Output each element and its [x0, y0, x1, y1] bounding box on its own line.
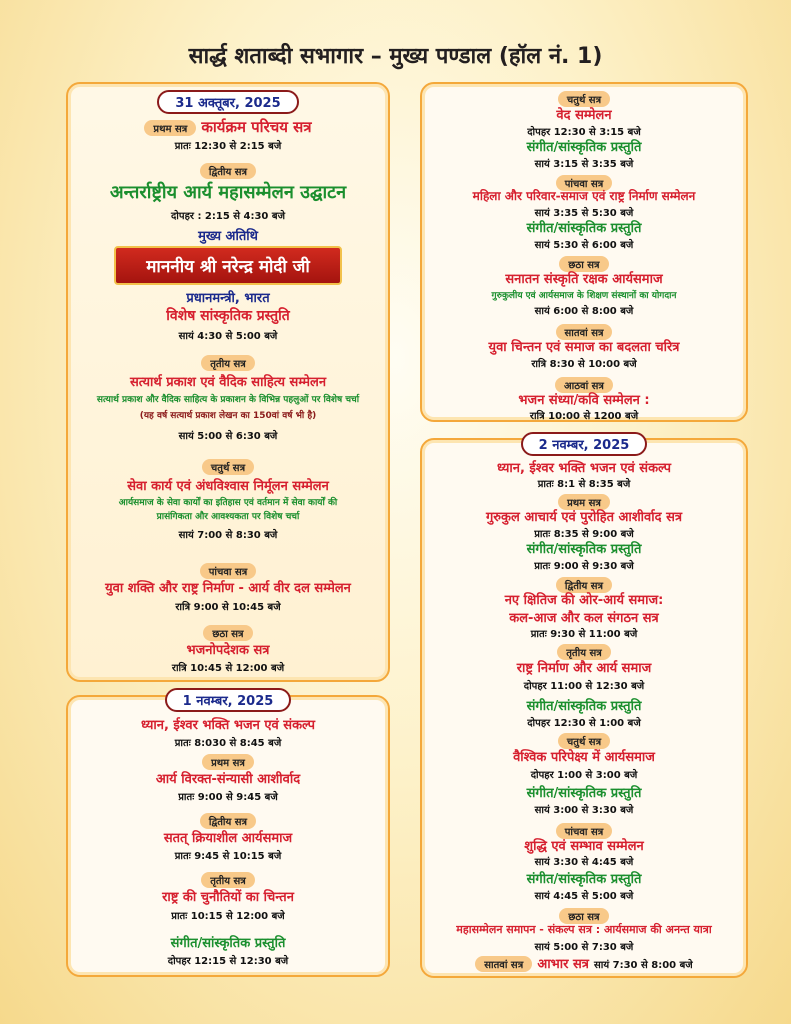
- session-title: भजनोपदेशक सत्र: [186, 643, 270, 658]
- session-tag: चतुर्थ सत्र: [558, 733, 610, 749]
- session-title: युवा चिन्तन एवं समाज का बदलता चरित्र: [488, 340, 680, 355]
- session-time: सायं 6:00 से 8:00 बजे: [534, 306, 634, 317]
- cultural-title: संगीत/सांस्कृतिक प्रस्तुति: [170, 936, 286, 951]
- session-tag: द्वितीय सत्र: [200, 813, 256, 829]
- session-time: सायं 5:00 से 7:30 बजे: [534, 942, 634, 953]
- session-title: शुद्धि एवं सम्भाव सम्मेलन: [524, 839, 644, 854]
- session-title: राष्ट्र की चुनौतियों का चिन्तन: [162, 890, 294, 905]
- session-tag: चतुर्थ सत्र: [202, 459, 254, 475]
- session-title: आर्य विरक्त-संन्यासी आशीर्वाद: [155, 772, 301, 787]
- session-time: प्रातः 9:45 से 10:15 बजे: [174, 851, 282, 862]
- cultural-title: संगीत/सांस्कृतिक प्रस्तुति: [526, 872, 642, 887]
- session-tag: प्रथम सत्र: [202, 754, 254, 770]
- session-tag: सातवां सत्र: [556, 324, 613, 340]
- panel-day1-continued: [420, 82, 748, 422]
- date-badge: 1 नवम्बर, 2025: [165, 688, 292, 712]
- session-note: आर्यसमाज के सेवा कार्यों का इतिहास एवं वर्तमान में सेवा कार्यों की: [118, 498, 338, 508]
- date-badge: 2 नवम्बर, 2025: [521, 432, 648, 456]
- panel-day1: [66, 82, 390, 682]
- session-note: (यह वर्ष सत्यार्थ प्रकाश लेखन का 150वां वर्ष भी है): [139, 411, 317, 421]
- session-time: दोपहर 12:15 से 12:30 बजे: [167, 956, 289, 967]
- session-tag: चतुर्थ सत्र: [558, 91, 610, 107]
- session-title-line2: कल-आज और कल संगठन सत्र: [509, 611, 659, 626]
- session-title: राष्ट्र निर्माण और आर्य समाज: [516, 661, 652, 676]
- session-tag: प्रथम सत्र: [558, 494, 610, 510]
- session-time: रात्रि 10:00 से 1200 बजे: [529, 411, 639, 422]
- session-time: प्रातः 12:30 से 2:15 बजे: [174, 141, 282, 152]
- session-time: सायं 3:15 से 3:35 बजे: [534, 159, 634, 170]
- chief-guest-banner: माननीय श्री नरेन्द्र मोदी जी: [114, 246, 342, 285]
- session-title: युवा शक्ति और राष्ट्र निर्माण - आर्य वीर दल सम्मेलन: [105, 581, 351, 596]
- session-time: सायं 7:00 से 8:30 बजे: [178, 530, 278, 541]
- page-title: सार्द्ध शताब्दी सभागार – मुख्य पण्डाल (हॉल नं. 1): [188, 44, 603, 69]
- session-note: सत्यार्थ प्रकाश और वैदिक साहित्य के प्रकाशन के विभिन्न पहलुओं पर विशेष चर्चा: [96, 395, 360, 405]
- session-title: सत्यार्थ प्रकाश एवं वैदिक साहित्य सम्मेलन: [129, 375, 327, 390]
- session-time: प्रातः 8:030 से 8:45 बजे: [174, 738, 282, 749]
- session-time: दोपहर 11:00 से 12:30 बजे: [523, 681, 645, 692]
- session-time: प्रातः 9:00 से 9:45 बजे: [178, 792, 278, 803]
- cultural-title: संगीत/सांस्कृतिक प्रस्तुति: [526, 221, 642, 236]
- session-tag: छठा सत्र: [559, 908, 608, 924]
- cultural-title: संगीत/सांस्कृतिक प्रस्तुति: [526, 140, 642, 155]
- session-tag: द्वितीय सत्र: [200, 163, 256, 179]
- session-tag: तृतीय सत्र: [201, 872, 255, 888]
- session-time: रात्रि 10:45 से 12:00 बजे: [171, 663, 285, 674]
- session-time: दोपहर : 2:15 से 4:30 बजे: [170, 211, 286, 222]
- panel-day2: [66, 695, 390, 977]
- session-time: दोपहर 12:30 से 3:15 बजे: [527, 127, 641, 138]
- session-time: प्रातः 8:35 से 9:00 बजे: [534, 529, 634, 540]
- session-title: सतत् क्रियाशील आर्यसमाज: [163, 831, 293, 846]
- cultural-title: संगीत/सांस्कृतिक प्रस्तुति: [526, 542, 642, 557]
- session-tag: आठवां सत्र: [555, 377, 613, 393]
- session-time: सायं 7:30 से 8:00 बजे: [594, 960, 693, 971]
- date-badge: 31 अक्तूबर, 2025: [157, 90, 298, 114]
- session-tag: छठा सत्र: [203, 625, 252, 641]
- session-time: सायं 5:30 से 6:00 बजे: [534, 240, 634, 251]
- session-title: आभार सत्र: [537, 957, 589, 972]
- session-time: सायं 4:45 से 5:00 बजे: [534, 891, 634, 902]
- session-title: सेवा कार्य एवं अंधविश्वास निर्मूलन सम्मेलन: [127, 479, 329, 494]
- session-time: दोपहर 1:00 से 3:00 बजे: [530, 770, 638, 781]
- cultural-title: संगीत/सांस्कृतिक प्रस्तुति: [526, 699, 642, 714]
- session-time: सायं 3:35 से 5:30 बजे: [534, 208, 634, 219]
- session-tag: छठा सत्र: [559, 256, 608, 272]
- session-tag: तृतीय सत्र: [201, 355, 255, 371]
- session-tag: पांचवा सत्र: [200, 563, 257, 579]
- session-tag: प्रथम सत्र: [144, 120, 196, 136]
- session-title: सनातन संस्कृति रक्षक आर्यसमाज: [505, 272, 663, 287]
- session-title: महिला और परिवार-समाज एवं राष्ट्र निर्माण सम्मेलन: [472, 189, 696, 203]
- session-title: वेद सम्मेलन: [556, 108, 612, 123]
- chief-guest-role: प्रधानमन्त्री, भारत: [186, 291, 270, 306]
- cultural-title: विशेष सांस्कृतिक प्रस्तुति: [166, 308, 290, 324]
- session-note: गुरुकुलीय एवं आर्यसमाज के शिक्षण संस्थानों का योगदान: [491, 291, 677, 301]
- session-time: दोपहर 12:30 से 1:00 बजे: [527, 718, 641, 729]
- session-title: कार्यक्रम परिचय सत्र: [201, 118, 312, 136]
- session-title: गुरुकुल आचार्य एवं पुरोहित आशीर्वाद सत्र: [485, 510, 683, 525]
- session-time: सायं 4:30 से 5:00 बजे: [178, 331, 278, 342]
- session-time: सायं 3:30 से 4:45 बजे: [534, 857, 634, 868]
- session-title: भजन संध्या/कवि सम्मेलन :: [518, 393, 650, 408]
- session-time: प्रातः 9:00 से 9:30 बजे: [534, 561, 634, 572]
- session-time: सायं 3:00 से 3:30 बजे: [534, 805, 634, 816]
- session-tag: पांचवा सत्र: [556, 823, 613, 839]
- session-title: वैश्विक परिपेक्ष्य में आर्यसमाज: [513, 750, 655, 765]
- session-note: प्रासंगिकता और आवश्यकता पर विशेष चर्चा: [156, 512, 300, 522]
- session-tag: द्वितीय सत्र: [556, 577, 612, 593]
- session-title: अन्तर्राष्ट्रीय आर्य महासम्मेलन उद्घाटन: [109, 182, 347, 203]
- session-title: महासम्मेलन समापन - संकल्प सत्र : आर्यसमाज की अनन्त यात्रा: [456, 923, 712, 936]
- chief-guest-label: मुख्य अतिथि: [198, 229, 258, 244]
- session-tag: पांचवा सत्र: [556, 175, 613, 191]
- session-time: प्रातः 8:1 से 8:35 बजे: [537, 479, 631, 490]
- cultural-title: संगीत/सांस्कृतिक प्रस्तुति: [526, 786, 642, 801]
- session-time: रात्रि 8:30 से 10:00 बजे: [531, 359, 637, 370]
- session-time: सायं 5:00 से 6:30 बजे: [178, 431, 278, 442]
- session-time: प्रातः 9:30 से 11:00 बजे: [530, 629, 638, 640]
- panel-day3: [420, 438, 748, 978]
- session-tag: तृतीय सत्र: [557, 644, 611, 660]
- intro-title: ध्यान, ईश्वर भक्ति भजन एवं संकल्प: [140, 718, 316, 733]
- intro-title: ध्यान, ईश्वर भक्ति भजन एवं संकल्प: [496, 461, 672, 476]
- session-time: प्रातः 10:15 से 12:00 बजे: [171, 911, 285, 922]
- session-title: नए क्षितिज की ओर-आर्य समाज:: [504, 593, 664, 608]
- session-tag: सातवां सत्र: [475, 956, 532, 972]
- session-time: रात्रि 9:00 से 10:45 बजे: [175, 602, 281, 613]
